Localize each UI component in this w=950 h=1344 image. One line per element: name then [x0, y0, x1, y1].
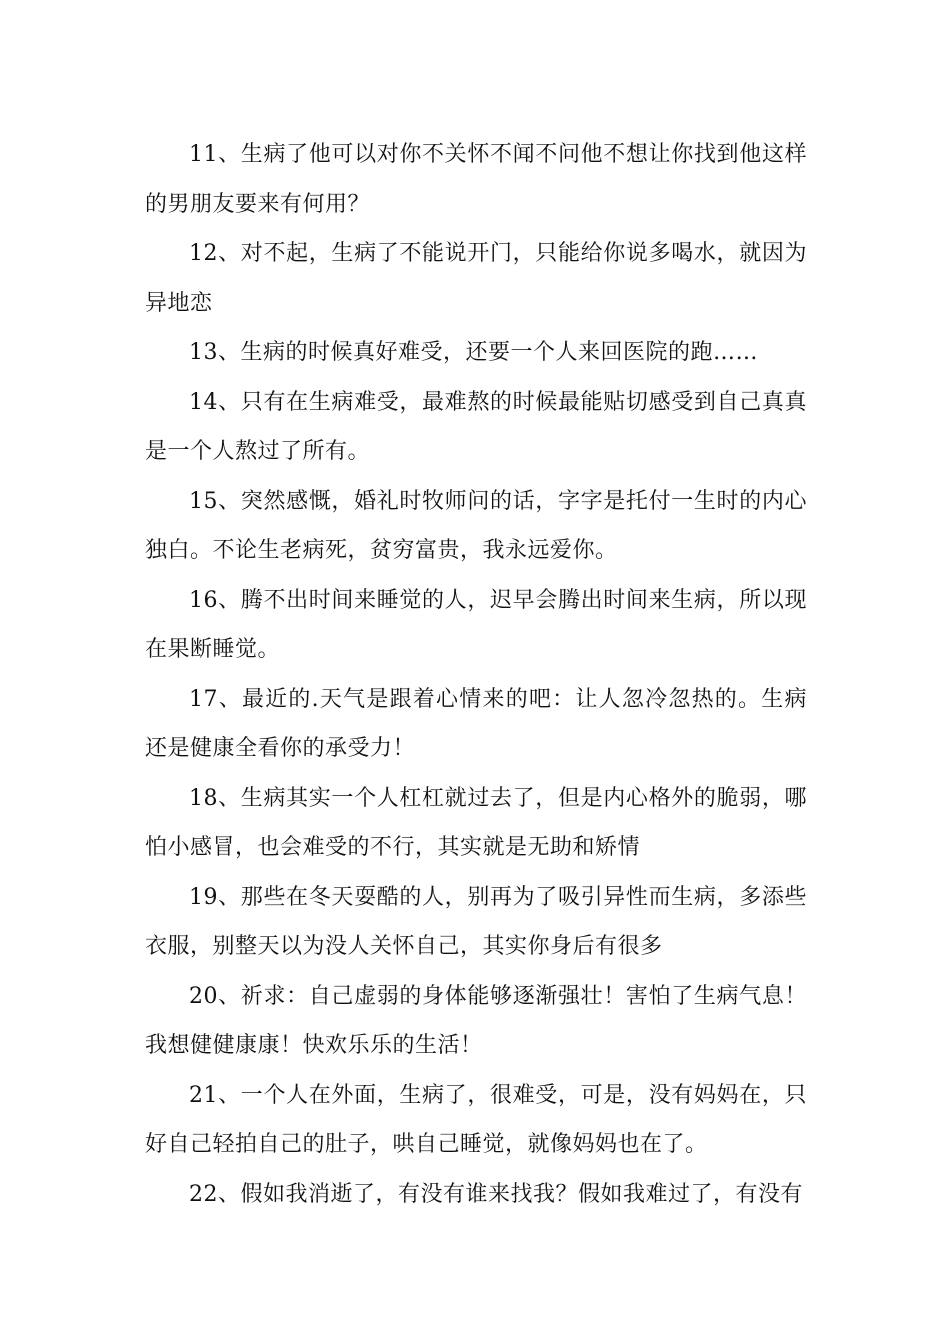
paragraph-20: 20、祈求：自己虚弱的身体能够逐渐强壮！害怕了生病气息！我想健健康康！快欢乐乐的生活！: [145, 983, 807, 1058]
paragraph-14: 14、只有在生病难受，最难熬的时候最能贴切感受到自己真真是一个人熬过了所有。: [145, 389, 807, 464]
paragraph-21: 21、一个人在外面，生病了，很难受，可是，没有妈妈在，只好自己轻拍自己的肚子，哄自己睡觉，就像妈妈也在了。: [145, 1082, 807, 1157]
paragraph-19: 19、那些在冬天耍酷的人，别再为了吸引异性而生病，多添些衣服，别整天以为没人关怀自己，其实你身后有很多: [145, 884, 807, 959]
paragraph-12: 12、对不起，生病了不能说开门，只能给你说多喝水，就因为异地恋: [145, 241, 807, 316]
paragraph-17: 17、最近的.天气是跟着心情来的吧：让人忽冷忽热的。生病还是健康全看你的承受力！: [145, 686, 807, 761]
document-body: [145, 130, 807, 1219]
paragraph-22: 22、假如我消逝了，有没有谁来找我？假如我难过了，有没有: [189, 1181, 803, 1207]
paragraph-13: 13、生病的时候真好难受，还要一个人来回医院的跑……: [189, 340, 758, 365]
paragraph-15: 15、突然感慨，婚礼时牧师问的话，字字是托付一生时的内心独白。不论生老病死，贫穷富贵，我永远爱你。: [145, 488, 807, 563]
paragraph-16: 16、腾不出时间来睡觉的人，迟早会腾出时间来生病，所以现在果断睡觉。: [145, 587, 807, 662]
paragraph-18: 18、生病其实一个人杠杠就过去了，但是内心格外的脆弱，哪怕小感冒，也会难受的不行，其实就是无助和矫情: [145, 785, 807, 860]
paragraph-11: 11、生病了他可以对你不关怀不闻不问他不想让你找到他这样的男朋友要来有何用？: [145, 142, 807, 217]
